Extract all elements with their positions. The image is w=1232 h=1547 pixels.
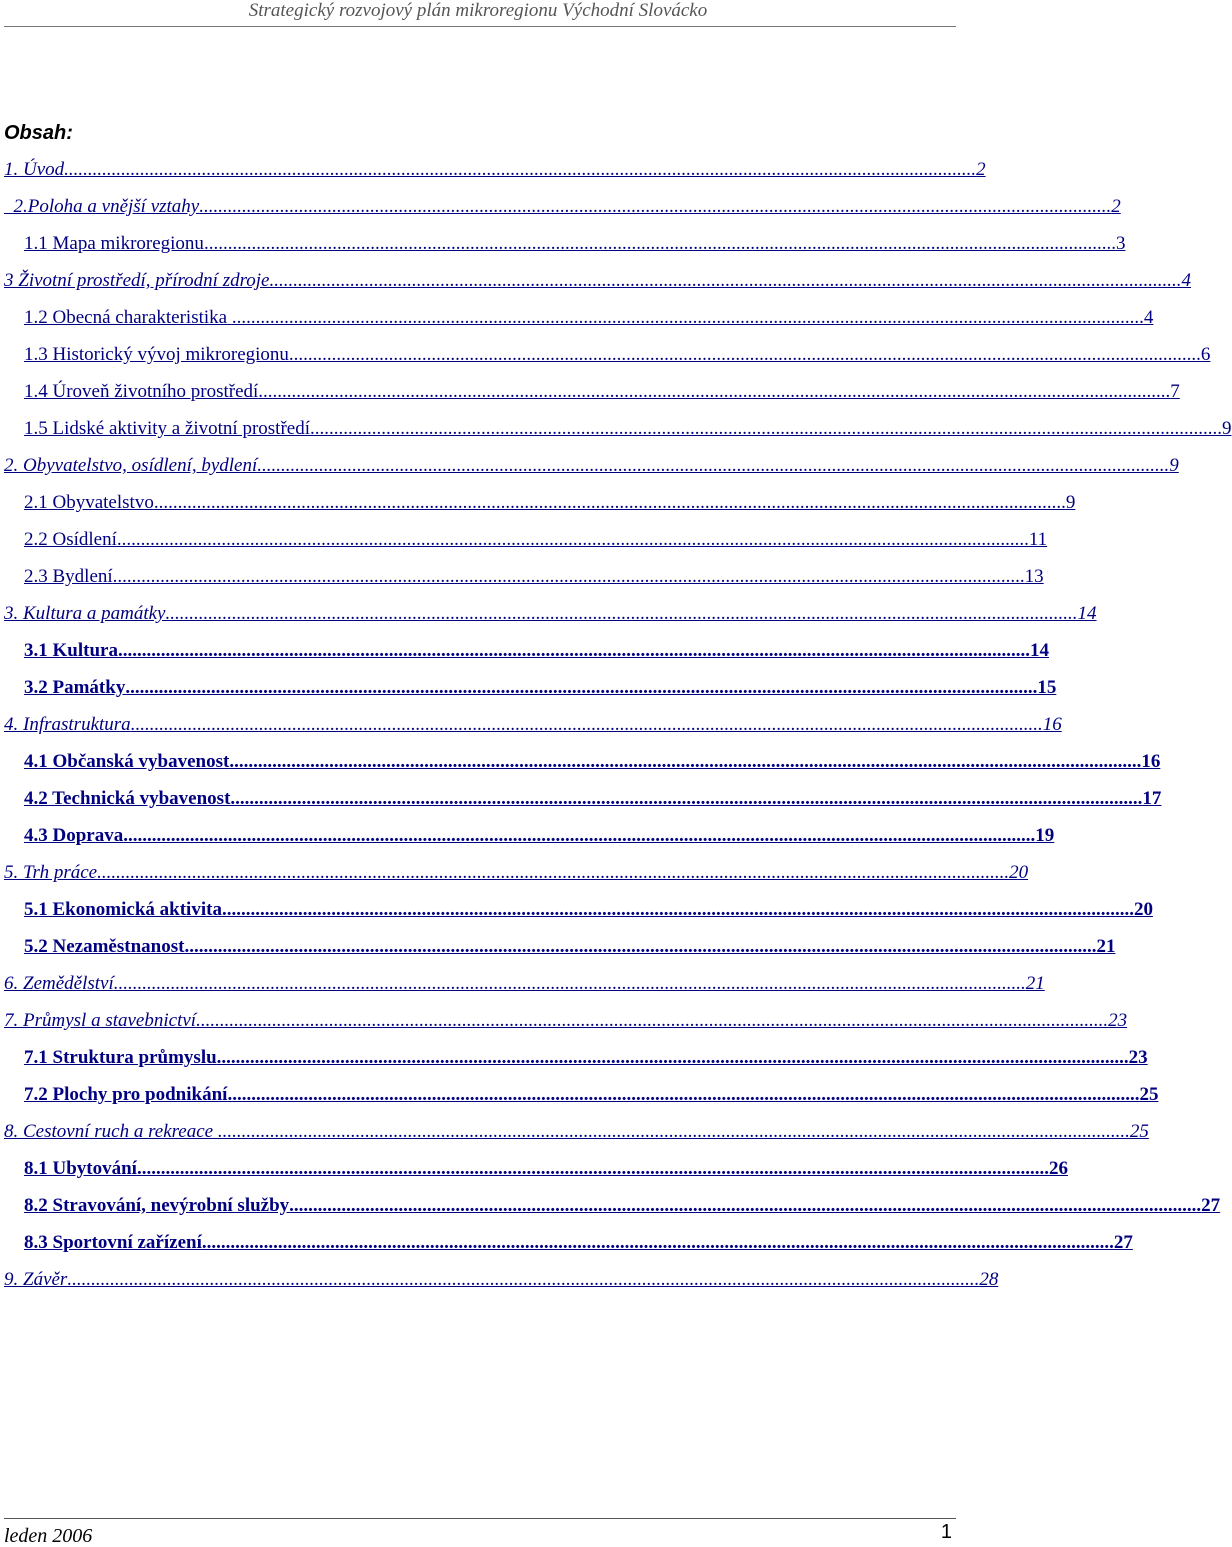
toc-entry[interactable] <box>0 1151 1068 1187</box>
toc-entry[interactable] <box>0 781 1162 817</box>
toc-entry[interactable] <box>0 226 1126 262</box>
dot-leader: ................................................................................................................................................................................................ <box>229 751 1142 772</box>
toc-entry-label: 2.1 Obyvatelstvo <box>24 492 154 513</box>
toc-entry-label: 6. Zemědělství <box>4 973 114 994</box>
toc-entry-label: 4. Infrastruktura <box>4 714 131 735</box>
dot-leader: ................................................................................................................................................................................................ <box>184 936 1097 957</box>
toc-entry[interactable] <box>0 670 1057 706</box>
toc-entry-label: 3. Kultura a památky <box>4 603 166 624</box>
toc-entry-page: 21 <box>1025 973 1045 994</box>
toc-entry-page: 9 <box>1065 492 1076 513</box>
dot-leader: ................................................................................................................................................................................................ <box>64 159 977 180</box>
toc-entry-label: 1.2 Obecná charakteristika <box>24 307 232 328</box>
toc-entry-label: 3.2 Památky <box>24 677 126 698</box>
toc-entry-page: 14 <box>1029 640 1049 661</box>
toc-entry[interactable] <box>0 966 1045 1002</box>
toc-entry-page: 25 <box>1129 1121 1149 1142</box>
toc-entry-page: 17 <box>1142 788 1162 809</box>
toc-entry-page: 23 <box>1128 1047 1148 1068</box>
toc-entry-page: 16 <box>1141 751 1161 772</box>
toc-entry-page: 27 <box>1113 1232 1133 1253</box>
running-header: Strategický rozvojový plán mikroregionu Východní Slovácko <box>248 0 708 21</box>
toc-entry-page: 13 <box>1024 566 1044 587</box>
toc-entry-label: 1.3 Historický vývoj mikroregionu <box>24 344 289 365</box>
toc-entry-page: 25 <box>1139 1084 1159 1105</box>
toc-entry[interactable] <box>0 559 1044 595</box>
toc-entry[interactable] <box>0 263 1191 299</box>
toc-entry-label: 4.3 Doprava <box>24 825 124 846</box>
toc-entry-label: 7.2 Plochy pro podnikání <box>24 1084 228 1105</box>
toc-entry[interactable] <box>0 1003 1128 1039</box>
toc-entry-page: 3 <box>1115 233 1126 254</box>
toc-entry-page: 9 <box>1169 455 1179 476</box>
toc-entry-label: 3 Životní prostředí, přírodní zdroje <box>4 270 270 291</box>
toc-entry[interactable] <box>0 522 1048 558</box>
footer-rule <box>4 1518 956 1519</box>
dot-leader: ................................................................................................................................................................................................ <box>112 566 1025 587</box>
toc-entry-label: 7. Průmysl a stavebnictví <box>4 1010 197 1031</box>
dot-leader: ................................................................................................................................................................................................ <box>116 529 1029 550</box>
toc-entry-label: 2.2 Osídlení <box>24 529 117 550</box>
dot-leader: ................................................................................................................................................................................................ <box>217 1121 1130 1142</box>
toc-entry-label: 1.4 Úroveň životního prostředí <box>24 381 259 402</box>
dot-leader: ................................................................................................................................................................................................ <box>221 899 1134 920</box>
dot-leader: ................................................................................................................................................................................................ <box>231 307 1144 328</box>
toc-entry-page: 20 <box>1133 899 1153 920</box>
toc-entry[interactable] <box>0 374 1180 410</box>
dot-leader: ................................................................................................................................................................................................ <box>97 862 1010 883</box>
dot-leader: ................................................................................................................................................................................................ <box>199 196 1112 217</box>
toc-entry-page: 26 <box>1048 1158 1068 1179</box>
toc-entry-label: 4.1 Občanská vybavenost <box>24 751 230 772</box>
toc-entry-page: 4 <box>1143 307 1154 328</box>
dot-leader: ................................................................................................................................................................................................ <box>201 1232 1114 1253</box>
dot-leader: ................................................................................................................................................................................................ <box>165 603 1078 624</box>
toc-entry[interactable] <box>0 744 1161 780</box>
footer-date: leden 2006 <box>4 1525 93 1547</box>
toc-entry-page: 6 <box>1200 344 1211 365</box>
dot-leader: ................................................................................................................................................................................................ <box>227 1084 1140 1105</box>
toc-entry-label: 1. Úvod <box>4 159 65 180</box>
toc-entry-label: 4.2 Technická vybavenost <box>24 788 231 809</box>
toc-entry-label: 8. Cestovní ruch a rekreace <box>4 1121 218 1142</box>
toc-entry-label: 9. Závěr <box>4 1269 68 1290</box>
toc-title: Obsah: <box>4 122 73 144</box>
toc-entry[interactable] <box>0 152 986 188</box>
toc-entry[interactable] <box>0 448 1179 484</box>
toc-entry-label: 3.1 Kultura <box>24 640 118 661</box>
dot-leader: ................................................................................................................................................................................................ <box>196 1010 1109 1031</box>
dot-leader: ................................................................................................................................................................................................ <box>136 1158 1049 1179</box>
dot-leader: ................................................................................................................................................................................................ <box>230 788 1143 809</box>
dot-leader: ................................................................................................................................................................................................ <box>113 973 1026 994</box>
toc-entry[interactable] <box>0 300 1154 336</box>
dot-leader: ................................................................................................................................................................................................ <box>130 714 1043 735</box>
toc-entry-label: 2. Obyvatelstvo, osídlení, bydlení <box>4 455 258 476</box>
dot-leader: ................................................................................................................................................................................................ <box>258 381 1171 402</box>
toc-entry-page: 9 <box>1222 418 1232 439</box>
dot-leader: ................................................................................................................................................................................................ <box>310 418 1223 439</box>
toc-entry[interactable] <box>0 1262 999 1298</box>
toc-entry[interactable] <box>0 411 1232 447</box>
toc-entry-page: 23 <box>1108 1010 1128 1031</box>
toc-entry[interactable] <box>0 633 1049 669</box>
toc-entry-page: 2 <box>976 159 986 180</box>
dot-leader: ................................................................................................................................................................................................ <box>153 492 1066 513</box>
toc-entry[interactable] <box>0 892 1153 928</box>
toc-entry[interactable] <box>0 707 1062 743</box>
toc-entry-label: 8.3 Sportovní zařízení <box>24 1232 202 1253</box>
dot-leader: ................................................................................................................................................................................................ <box>117 640 1030 661</box>
toc-entry-page: 11 <box>1028 529 1048 550</box>
toc-entry-label: 8.1 Ubytování <box>24 1158 137 1179</box>
toc-entry-label: 5. Trh práce <box>4 862 98 883</box>
toc-entry-page: 16 <box>1042 714 1062 735</box>
toc-entry[interactable] <box>0 1040 1148 1076</box>
dot-leader: ................................................................................................................................................................................................ <box>257 455 1170 476</box>
toc-entry-label: 7.1 Struktura průmyslu <box>24 1047 217 1068</box>
toc-entry[interactable] <box>0 929 1116 965</box>
toc-entry-page: 15 <box>1037 677 1057 698</box>
dot-leader: ................................................................................................................................................................................................ <box>288 344 1201 365</box>
toc-entry-page: 4 <box>1181 270 1191 291</box>
dot-leader: ................................................................................................................................................................................................ <box>203 233 1116 254</box>
toc-entry-page: 21 <box>1096 936 1116 957</box>
dot-leader: ................................................................................................................................................................................................ <box>269 270 1182 291</box>
dot-leader: ................................................................................................................................................................................................ <box>289 1195 1202 1216</box>
toc-entry[interactable] <box>0 1114 1149 1150</box>
toc-entry[interactable] <box>0 596 1097 632</box>
toc-entry-page: 20 <box>1009 862 1029 883</box>
toc-entry-page: 27 <box>1201 1195 1221 1216</box>
toc-entry-label: 5.1 Ekonomická aktivita <box>24 899 222 920</box>
toc-entry-page: 19 <box>1035 825 1055 846</box>
toc-entry[interactable] <box>0 485 1076 521</box>
toc-entry[interactable] <box>0 1225 1133 1261</box>
toc-entry[interactable] <box>0 189 1121 225</box>
toc-entry[interactable] <box>0 818 1055 854</box>
toc-entry[interactable] <box>0 1188 1221 1224</box>
dot-leader: ................................................................................................................................................................................................ <box>125 677 1038 698</box>
toc-entry-page: 2 <box>1111 196 1121 217</box>
header-rule <box>4 26 956 27</box>
dot-leader: ................................................................................................................................................................................................ <box>216 1047 1129 1068</box>
page-number: 1 <box>940 1521 952 1543</box>
toc-entry-page: 28 <box>979 1269 999 1290</box>
toc-entry-label: 1.5 Lidské aktivity a životní prostředí <box>24 418 311 439</box>
toc-entry[interactable] <box>0 855 1029 891</box>
toc-entry[interactable] <box>0 1077 1159 1113</box>
toc-entry-page: 7 <box>1170 381 1180 402</box>
toc-entry[interactable] <box>0 337 1211 373</box>
toc-entry-label: 5.2 Nezaměstnanost <box>24 936 185 957</box>
toc-entry-label: 8.2 Stravování, nevýrobní služby <box>24 1195 290 1216</box>
toc-entry-label: 1.1 Mapa mikroregionu <box>24 233 204 254</box>
dot-leader: ................................................................................................................................................................................................ <box>123 825 1036 846</box>
dot-leader: ................................................................................................................................................................................................ <box>67 1269 980 1290</box>
toc-entry-label: 2.Poloha a vnější vztahy <box>4 196 200 217</box>
toc-entry-page: 14 <box>1077 603 1097 624</box>
toc-entry-label: 2.3 Bydlení <box>24 566 113 587</box>
